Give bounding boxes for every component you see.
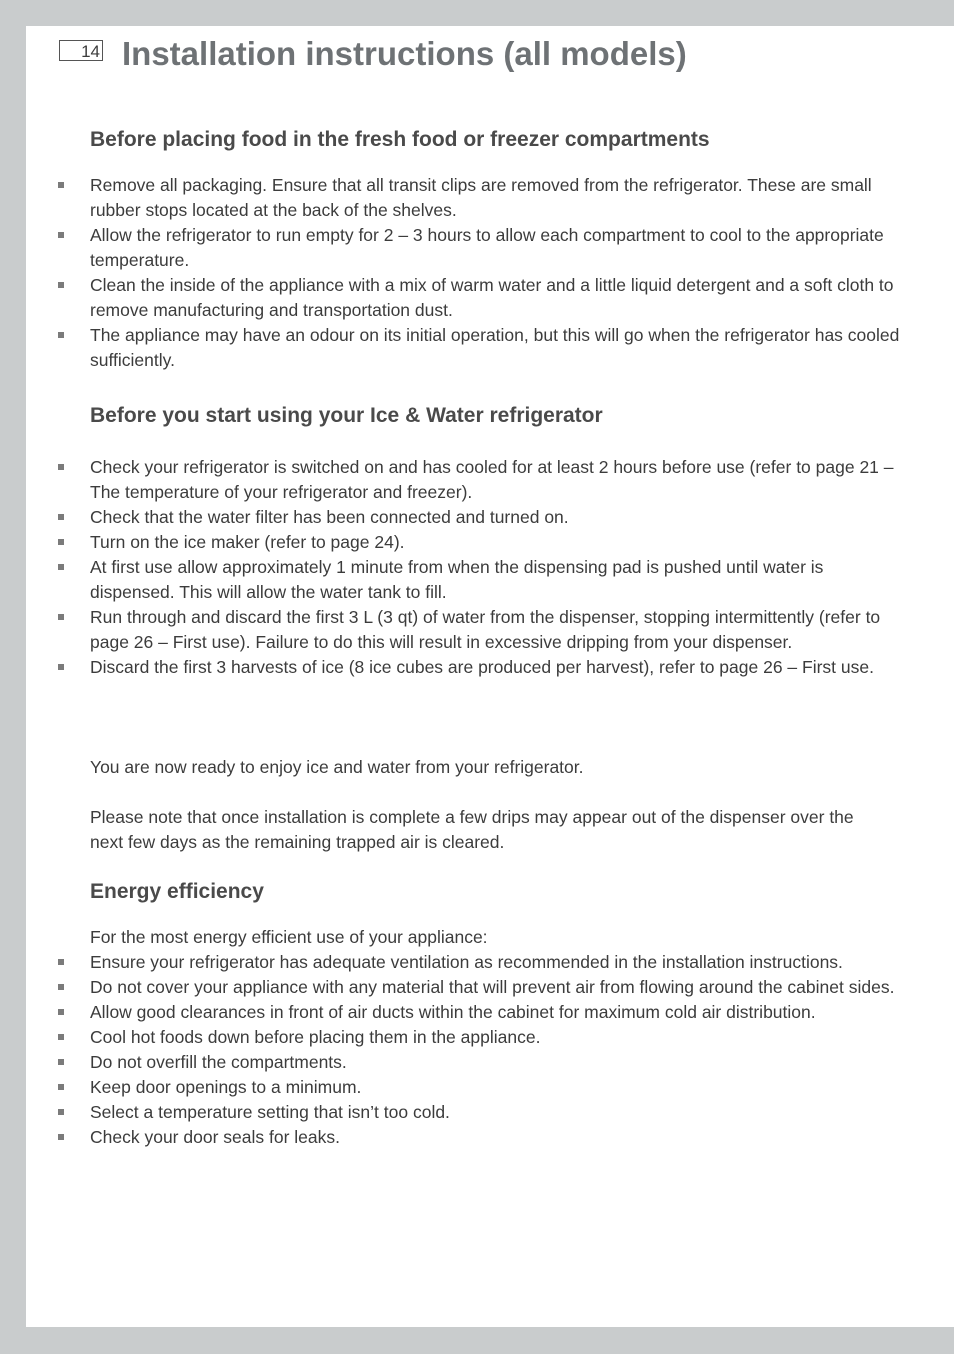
list-item: Discard the first 3 harvests of ice (8 ice cubes are produced per harvest), refer to page 26 – First use.	[90, 655, 900, 680]
list-item: Run through and discard the first 3 L (3 qt) of water from the dispenser, stopping intermittently (refer to page 26 – First use). Failure to do this will result in excessive dripping from your dispenser.	[90, 605, 900, 655]
bullet-icon	[58, 332, 64, 338]
page-number: 14	[59, 40, 103, 61]
list-item: Keep door openings to a minimum.	[90, 1075, 900, 1100]
bullet-icon	[58, 282, 64, 288]
bullet-icon	[58, 959, 64, 965]
bullet-icon	[58, 1059, 64, 1065]
section-heading-before-placing-food: Before placing food in the fresh food or freezer compartments	[90, 128, 710, 151]
bullet-icon	[58, 1084, 64, 1090]
list-item: Cool hot foods down before placing them in the appliance.	[90, 1025, 900, 1050]
drips-note: Please note that once installation is complete a few drips may appear out of the dispenser over the next few days as the remaining trapped air is cleared.	[90, 807, 854, 852]
list-item: Turn on the ice maker (refer to page 24).	[90, 530, 900, 555]
bullet-icon	[58, 1134, 64, 1140]
bullet-icon	[58, 514, 64, 520]
list-item: Check that the water filter has been connected and turned on.	[90, 505, 900, 530]
list-item: Check your door seals for leaks.	[90, 1125, 900, 1150]
bullet-icon	[58, 1109, 64, 1115]
list-item: Ensure your refrigerator has adequate ventilation as recommended in the installation instructions.	[90, 950, 900, 975]
list-item: Clean the inside of the appliance with a mix of warm water and a little liquid detergent and a soft cloth to remove manufacturing and transportation dust.	[90, 273, 900, 323]
bullet-icon	[58, 614, 64, 620]
bullet-icon	[58, 464, 64, 470]
list-item: Allow good clearances in front of air ducts within the cabinet for maximum cold air distribution.	[90, 1000, 900, 1025]
list-item: Allow the refrigerator to run empty for 2 – 3 hours to allow each compartment to cool to the appropriate temperature.	[90, 223, 900, 273]
bullet-icon	[58, 1034, 64, 1040]
list-item: Do not overfill the compartments.	[90, 1050, 900, 1075]
bullet-icon	[58, 984, 64, 990]
section-heading-ice-water: Before you start using your Ice & Water refrigerator	[90, 404, 603, 427]
list-item: Remove all packaging. Ensure that all transit clips are removed from the refrigerator. These are small rubber stops located at the back of the shelves.	[90, 173, 900, 223]
bullet-icon	[58, 564, 64, 570]
energy-intro: For the most energy efficient use of your appliance:	[90, 927, 488, 947]
section-heading-energy-efficiency: Energy efficiency	[90, 880, 264, 903]
list-item: At first use allow approximately 1 minute from when the dispensing pad is pushed until water is dispensed. This will allow the water tank to fill.	[90, 555, 900, 605]
ready-note: You are now ready to enjoy ice and water from your refrigerator.	[90, 757, 584, 777]
page-title: Installation instructions (all models)	[122, 35, 687, 72]
bullet-icon	[58, 539, 64, 545]
list-item: Select a temperature setting that isn’t too cold.	[90, 1100, 900, 1125]
before-placing-food-list	[90, 173, 900, 373]
bullet-icon	[58, 232, 64, 238]
bullet-icon	[58, 664, 64, 670]
document-page	[26, 26, 954, 1327]
ice-water-list	[90, 455, 900, 680]
bullet-icon	[58, 182, 64, 188]
list-item: Do not cover your appliance with any material that will prevent air from flowing around the cabinet sides.	[90, 975, 900, 1000]
energy-efficiency-list	[90, 950, 900, 1150]
bullet-icon	[58, 1009, 64, 1015]
list-item: The appliance may have an odour on its initial operation, but this will go when the refrigerator has cooled sufficiently.	[90, 323, 900, 373]
list-item: Check your refrigerator is switched on and has cooled for at least 2 hours before use (refer to page 21 – The temperature of your refrigerator and freezer).	[90, 455, 900, 505]
